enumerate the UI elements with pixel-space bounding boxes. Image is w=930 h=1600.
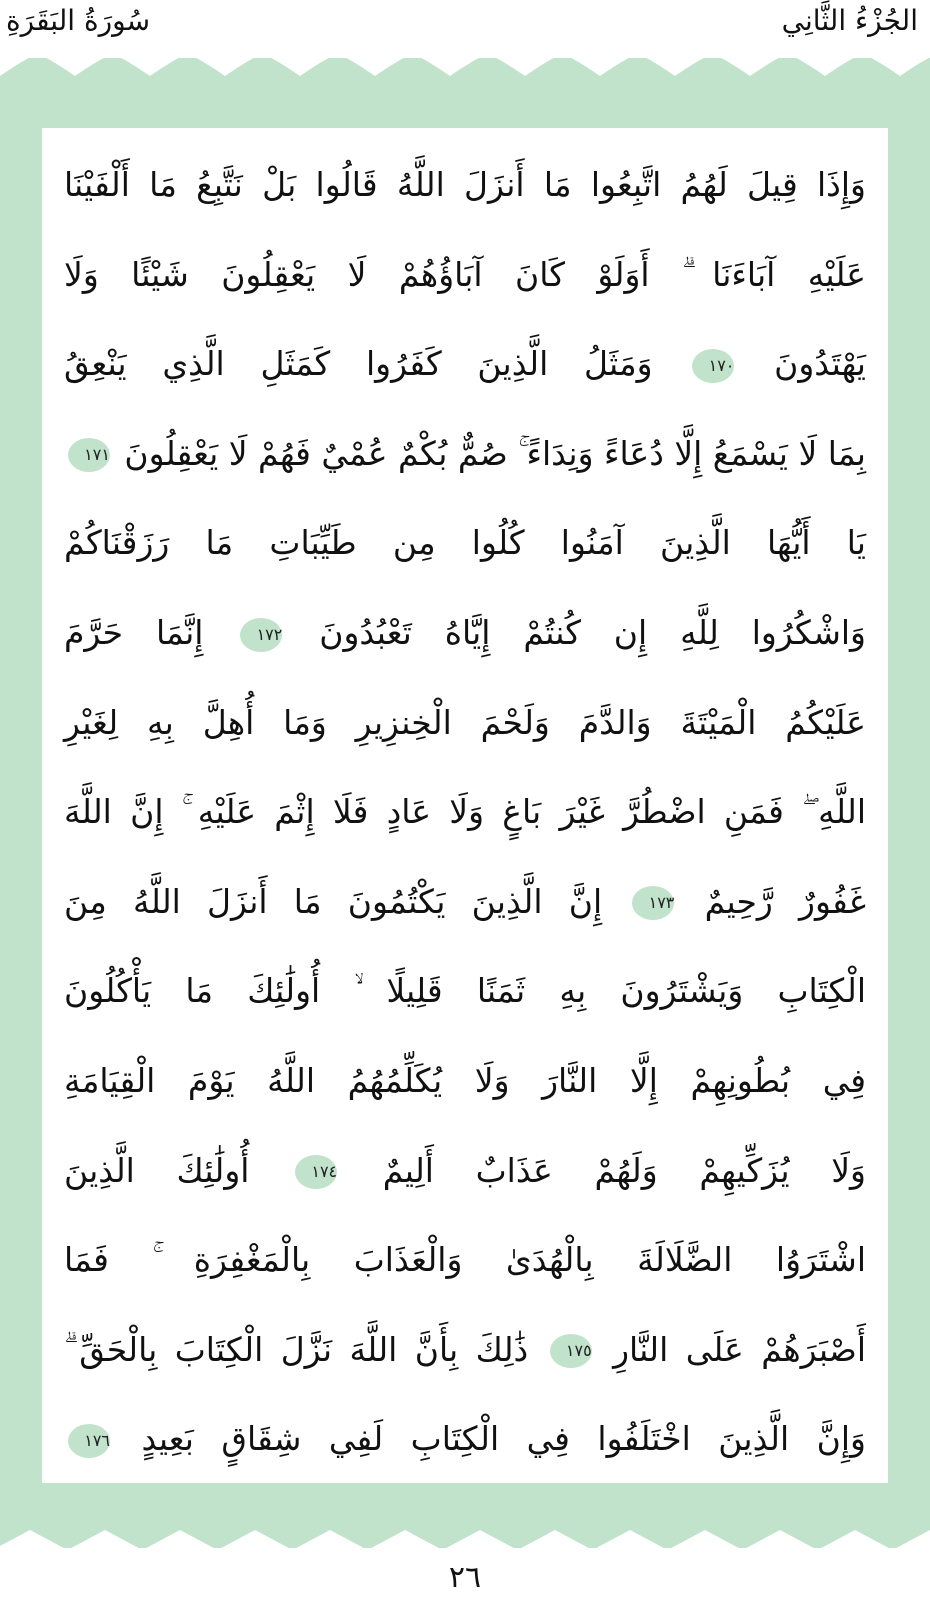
verse-line (64, 1041, 866, 1121)
verse-line (64, 414, 866, 494)
ayah-number-marker: ١٧٥ (550, 1334, 592, 1368)
surah-title: سُورَةُ البَقَرَةِ (6, 4, 151, 37)
verse-text: غَفُورٌ رَّحِيمٌ (704, 881, 866, 921)
verse-line (64, 145, 866, 225)
verse-text: فِي بُطُونِهِمْ إِلَّا النَّارَ وَلَا يُكَلِّمُهُمُ اللَّهُ يَوْمَ الْقِيَامَةِ (64, 1061, 866, 1100)
verse-text: بِمَا لَا يَسْمَعُ إِلَّا دُعَاءً وَنِدَاءً ۚ صُمٌّ بُكْمٌ عُمْيٌ فَهُمْ لَا يَعْقِلُونَ (124, 433, 867, 473)
verse-text: إِنَّمَا حَرَّمَ (64, 613, 204, 652)
verse-line (64, 503, 866, 583)
verse-text: وَلَا يُزَكِّيهِمْ وَلَهُمْ عَذَابٌ أَلِيمٌ (382, 1150, 866, 1190)
verse-line (64, 772, 866, 852)
verse-text: وَإِذَا قِيلَ لَهُمُ اتَّبِعُوا مَا أَنزَلَ اللَّهُ قَالُوا بَلْ نَتَّبِعُ مَا أَلْفَيْنَا (64, 165, 866, 204)
verse-text: أَصْبَرَهُمْ عَلَى النَّارِ (613, 1329, 866, 1369)
verse-line (64, 683, 866, 763)
verse-line (64, 1220, 866, 1300)
text-panel (42, 128, 888, 1483)
verse-text: يَا أَيُّهَا الَّذِينَ آمَنُوا كُلُوا مِن طَيِّبَاتِ مَا رَزَقْنَاكُمْ (64, 523, 866, 563)
verse-text: وَاشْكُرُوا لِلَّهِ إِن كُنتُمْ إِيَّاهُ تَعْبُدُونَ (319, 613, 866, 652)
verse-text: عَلَيْهِ آبَاءَنَا ۗ أَوَلَوْ كَانَ آبَاؤُهُمْ لَا يَعْقِلُونَ شَيْئًا وَلَا (64, 254, 866, 294)
verse-text: أُولَٰئِكَ الَّذِينَ (64, 1150, 250, 1190)
verse-text: يَهْتَدُونَ (774, 344, 866, 384)
verse-text: اللَّهِ ۖ فَمَنِ اضْطُرَّ غَيْرَ بَاغٍ وَلَا عَادٍ فَلَا إِثْمَ عَلَيْهِ ۚ إِنَّ اللَّهَ (64, 792, 866, 832)
ayah-number-marker: ١٧٣ (632, 886, 674, 920)
verse-line (64, 593, 866, 673)
verse-line (64, 1310, 866, 1390)
verse-text: الْكِتَابِ وَيَشْتَرُونَ بِهِ ثَمَنًا قَلِيلًا ۙ أُولَٰئِكَ مَا يَأْكُلُونَ (64, 971, 866, 1011)
verse-text: ذَٰلِكَ بِأَنَّ اللَّهَ نَزَّلَ الْكِتَابَ بِالْحَقِّ ۗ (64, 1329, 529, 1369)
verse-line (64, 324, 866, 404)
juz-title: الجُزْءُ الثَّانِي (781, 4, 918, 37)
verse-text: إِنَّ الَّذِينَ يَكْتُمُونَ مَا أَنزَلَ اللَّهُ مِنَ (64, 881, 603, 921)
verse-text: وَإِنَّ الَّذِينَ اخْتَلَفُوا فِي الْكِتَابِ لَفِي شِقَاقٍ بَعِيدٍ (141, 1419, 866, 1459)
verse-text: وَمَثَلُ الَّذِينَ كَفَرُوا كَمَثَلِ الَّذِي يَنْعِقُ (64, 344, 653, 384)
ayah-number-marker: ١٧٢ (240, 618, 282, 652)
page-number: ٢٦ (448, 1560, 482, 1595)
verse-text: عَلَيْكُمُ الْمَيْتَةَ وَالدَّمَ وَلَحْمَ الْخِنزِيرِ وَمَا أُهِلَّ بِهِ لِغَيْرِ (64, 702, 866, 742)
verse-line (64, 1399, 866, 1479)
ayah-number-marker: ١٧٦ (68, 1424, 110, 1458)
verse-line (64, 235, 866, 315)
verse-line (64, 951, 866, 1031)
ayah-number-marker: ١٧١ (68, 438, 110, 472)
verse-line (64, 1131, 866, 1211)
ayah-number-marker: ١٧٠ (692, 349, 734, 383)
verse-line (64, 862, 866, 942)
ayah-number-marker: ١٧٤ (295, 1155, 337, 1189)
verse-text: اشْتَرَوُا الضَّلَالَةَ بِالْهُدَىٰ وَالْعَذَابَ بِالْمَغْفِرَةِ ۚ فَمَا (64, 1240, 866, 1280)
